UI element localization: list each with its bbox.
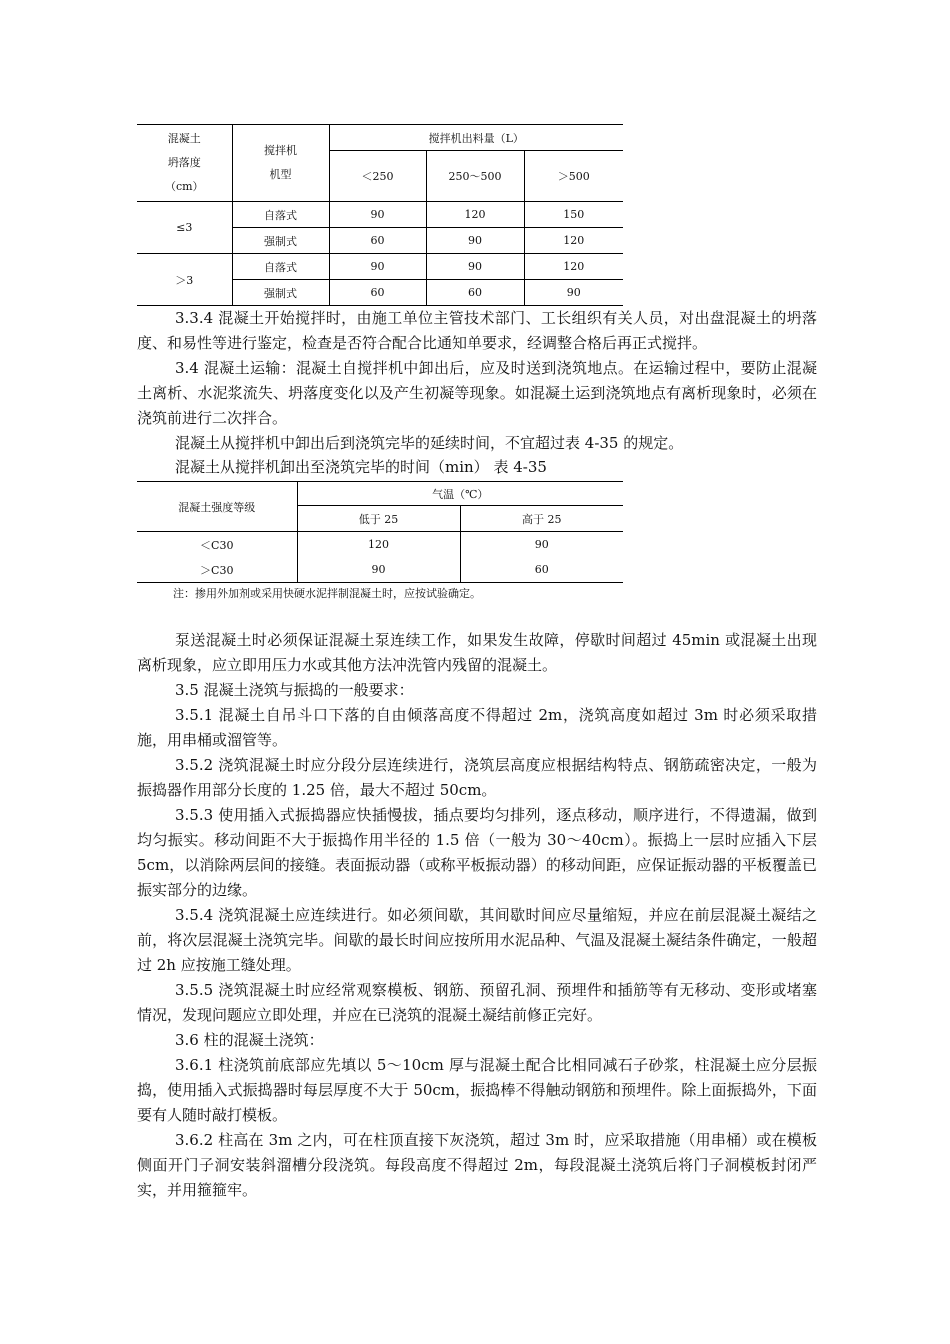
grade-cell: ＞C30 xyxy=(137,557,297,583)
value-cell: 60 xyxy=(460,557,623,583)
value-cell: 60 xyxy=(426,280,524,306)
value-cell: 60 xyxy=(329,228,426,254)
subheader-cell: 高于 25 xyxy=(460,506,623,532)
table-note: 注：掺用外加剂或采用快硬水泥拌制混凝土时，应按试验确定。 xyxy=(173,587,481,600)
paragraph: 泵送混凝土时必须保证混凝土泵连续工作，如果发生故障，停歇时间超过 45min 或混凝土出现离析现象，应立即用压力水或其他方法冲洗管内残留的混凝土。 xyxy=(137,631,817,674)
header-slump: 混凝土 坍落度 （cm） xyxy=(137,125,232,202)
section-text-a xyxy=(137,306,817,456)
slump-cell: ＞3 xyxy=(137,254,232,306)
subheader-cell: ＜250 xyxy=(329,151,426,202)
mixer-type-cell: 强制式 xyxy=(232,228,329,254)
value-cell: 90 xyxy=(329,254,426,280)
mixer-type-cell: 强制式 xyxy=(232,280,329,306)
header-temp: 气温（℃） xyxy=(297,482,623,506)
slump-cell: ≤3 xyxy=(137,202,232,254)
value-cell: 60 xyxy=(329,280,426,306)
value-cell: 150 xyxy=(524,202,623,228)
document-page xyxy=(137,124,817,1203)
value-cell: 90 xyxy=(329,202,426,228)
grade-cell: ＜C30 xyxy=(137,532,297,558)
value-cell: 120 xyxy=(297,532,460,558)
paragraph: 3.5.4 浇筑混凝土应连续进行。如必须间歇，其间歇时间应尽量缩短，并应在前层混凝土凝结之前，将次层混凝土浇筑完毕。间歇的最长时间应按所用水泥品种、气温及混凝土凝结条件确定，一般超过 2h 应按施工缝处理。 xyxy=(137,906,817,974)
header-grade: 混凝土强度等级 xyxy=(137,482,297,532)
paragraph: 3.5.1 混凝土自吊斗口下落的自由倾落高度不得超过 2m，浇筑高度如超过 3m 时必须采取措施，用串桶或溜管等。 xyxy=(137,706,817,749)
paragraph: 3.5.2 浇筑混凝土时应分段分层连续进行，浇筑层高度应根据结构特点、钢筋疏密决定，一般为振捣器作用部分长度的 1.25 倍，最大不超过 50cm。 xyxy=(137,756,817,799)
paragraph: 3.5.5 浇筑混凝土时应经常观察模板、钢筋、预留孔洞、预埋件和插筋等有无移动、变形或堵塞情况，发现问题应立即处理，并应在已浇筑的混凝土凝结前修正完好。 xyxy=(137,981,817,1024)
header-output: 搅拌机出料量（L） xyxy=(329,125,623,151)
paragraph: 混凝土从搅拌机中卸出后到浇筑完毕的延续时间，不宜超过表 4-35 的规定。 xyxy=(175,434,684,452)
value-cell: 90 xyxy=(524,280,623,306)
table-caption: 混凝土从搅拌机卸出至浇筑完毕的时间（min） 表 4-35 xyxy=(175,458,547,476)
paragraph: 3.6 柱的混凝土浇筑： xyxy=(175,1031,324,1049)
value-cell: 90 xyxy=(426,254,524,280)
value-cell: 120 xyxy=(524,254,623,280)
paragraph: 3.6.2 柱高在 3m 之内，可在柱顶直接下灰浇筑，超过 3m 时，应采取措施（用串桶）或在模板侧面开门子洞安装斜溜槽分段浇筑。每段高度不得超过 2m，每段混凝土浇筑后将门子洞模板封闭严实，并用箍箍牢。 xyxy=(137,1131,817,1199)
section-text-b xyxy=(137,628,817,1203)
value-cell: 90 xyxy=(426,228,524,254)
mixer-type-cell: 自落式 xyxy=(232,254,329,280)
header-mixer-type: 搅拌机 机型 xyxy=(232,125,329,202)
paragraph: 3.4 混凝土运输：混凝土自搅拌机中卸出后，应及时送到浇筑地点。在运输过程中，要防止混凝土离析、水泥浆流失、坍落度变化以及产生初凝等现象。如混凝土运到浇筑地点有离析现象时，必须在浇筑前进行二次拌合。 xyxy=(137,359,817,427)
paragraph: 3.5.3 使用插入式振捣器应快插慢拔，插点要均匀排列，逐点移动，顺序进行，不得遗漏，做到均匀振实。移动间距不大于振捣作用半径的 1.5 倍（一般为 30～40cm）。振捣上一层时应插入下层 5cm，以消除两层间的接缝。表面振动器（或称平板振动器）的移动间距，应保证振动器的平板覆盖已振实部分的边缘。 xyxy=(137,806,817,899)
subheader-cell: ＞500 xyxy=(524,151,623,202)
paragraph: 3.6.1 柱浇筑前底部应先填以 5～10cm 厚与混凝土配合比相同减石子砂浆，柱混凝土应分层振捣，使用插入式振捣器时每层厚度不大于 50cm，振捣棒不得触动钢筋和预埋件。除上面振捣外，下面要有人随时敲打模板。 xyxy=(137,1056,817,1124)
value-cell: 120 xyxy=(426,202,524,228)
pouring-time-table xyxy=(137,481,623,583)
paragraph: 3.3.4 混凝土开始搅拌时，由施工单位主管技术部门、工长组织有关人员，对出盘混凝土的坍落度、和易性等进行鉴定，检查是否符合配合比通知单要求，经调整合格后再正式搅拌。 xyxy=(137,309,817,352)
value-cell: 120 xyxy=(524,228,623,254)
subheader-cell: 250～500 xyxy=(426,151,524,202)
mixer-type-cell: 自落式 xyxy=(232,202,329,228)
subheader-cell: 低于 25 xyxy=(297,506,460,532)
value-cell: 90 xyxy=(297,557,460,583)
value-cell: 90 xyxy=(534,538,549,551)
mixing-time-table xyxy=(137,124,623,306)
paragraph: 3.5 混凝土浇筑与振捣的一般要求： xyxy=(175,681,414,699)
